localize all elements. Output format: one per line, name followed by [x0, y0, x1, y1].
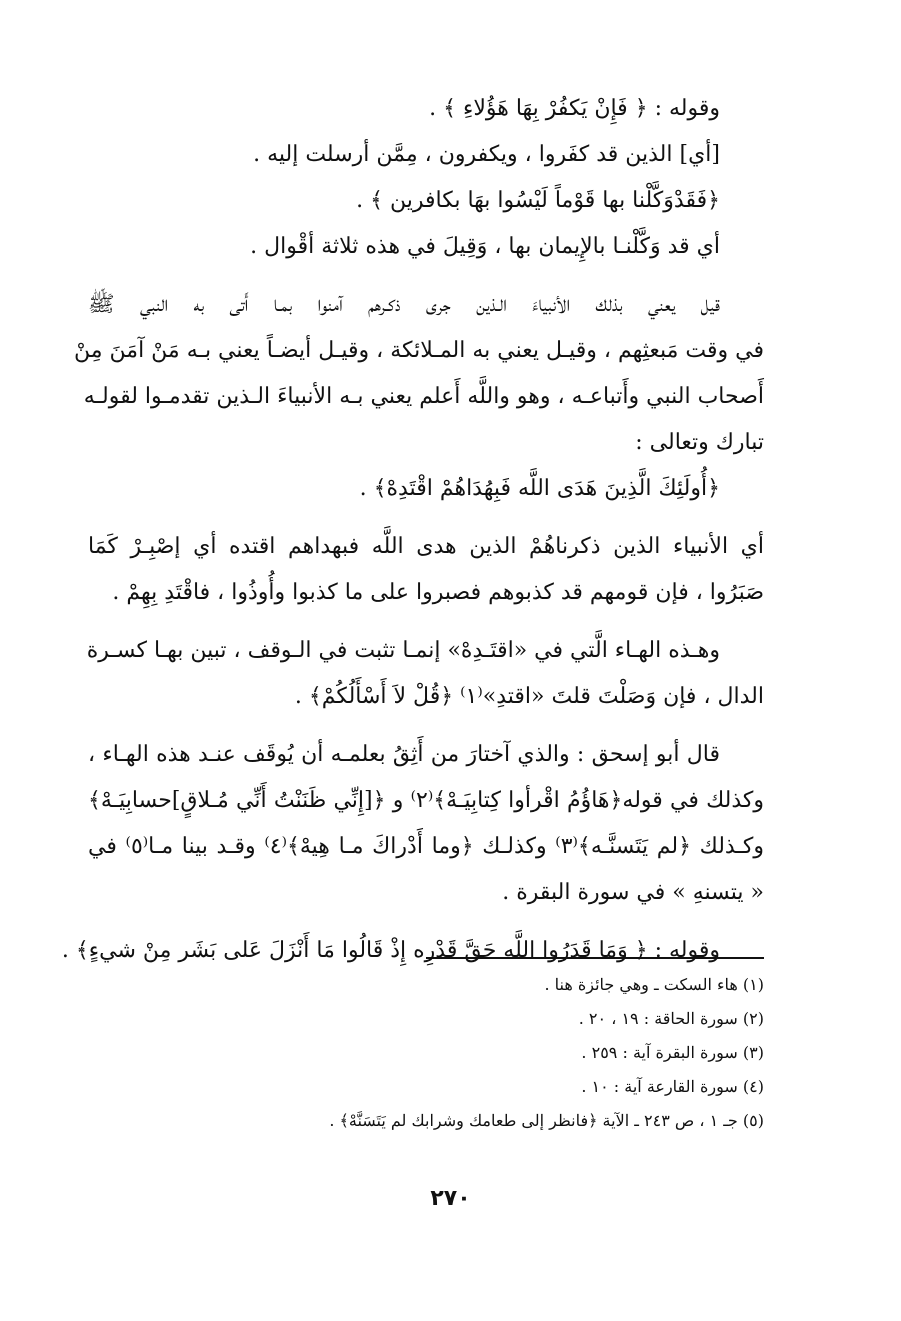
paragraph-3: [88, 524, 764, 616]
text-line: أَصحاب النبي وأَتباعـه ، وهو واللَّه أَعلم يعني بـه الأنبياءَ الـذين تقدمـوا لقولـه: [83, 384, 764, 409]
text-line: قيل يعني بذلك الأنبياءَ الـذين جرى ذكـرهم آمنوا بمـا أَتى به النبي ﷺ: [88, 292, 720, 317]
text-line: تبارك وتعالى :: [635, 430, 764, 455]
paragraph-5: [88, 732, 764, 916]
text-line: أي قد وَكَّلْنـا بالإِيمان بها ، وَقِيلَ في هذه ثلاثة أقْوال .: [250, 234, 720, 259]
text-line: ﴿أُولَئِكَ الَّذِينَ هَدَى اللَّه فَبِهُدَاهُمْ اقْتَدِهْ﴾ .: [359, 476, 720, 501]
footnote-2: (٢) سورة الحاقة : ١٩ ، ٢٠ .: [578, 1009, 764, 1028]
text-line: في وقت مَبعثِهم ، وقيـل يعني به المـلائكة ، وقيـل أيضـاً يعني بـه مَنْ آمَنَ مِنْ: [74, 338, 764, 363]
text-line: ﴿فَقَدْوَكَّلْنا بها قَوْماً لَيْسُوا بهَا بكافرين ﴾ .: [356, 188, 720, 213]
page-number: ٢٧٠: [430, 1186, 471, 1211]
text-line: وكذلك في قوله﴿هَاؤُمُ اقْرأوا كِتابِيَـهْ﴾⁽٢⁾ و ﴿[إِنِّي ظَنَنْتُ أَنِّي مُـلاقٍ]حسابِيَـهْ﴾: [88, 788, 764, 813]
main-text: [61, 86, 764, 974]
footnote-3: (٣) سورة البقرة آية : ٢٥٩ .: [581, 1043, 764, 1062]
footnote-5: (٥) جـ ١ ، ص ٢٤٣ ـ الآية ﴿فانظر إلى طعامك وشرابك لم يَتَسَنَّهْ﴾ .: [329, 1111, 764, 1130]
text-line: وهـذه الهـاء الَّتي في «اقتَـدِهْ» إنمـا تثبت في الـوقف ، تبين بهـا كسـرة: [86, 638, 720, 663]
text-line: الدال ، فإن وَصَلْتَ قلتَ «اقتدِ»⁽١⁾ ﴿قُلْ لاَ أَسْأَلُكُمْ﴾ .: [294, 684, 764, 709]
paragraph-4: [88, 628, 764, 720]
footnote-4: (٤) سورة القارعة آية : ١٠ .: [581, 1077, 764, 1096]
text-line: صَبَرُوا ، فإن قومهم قد كذبوهم فصبروا على ما كذبوا وأُوذُوا ، فاقْتَدِ بِهِمْ .: [112, 580, 764, 605]
paragraph-1: [88, 86, 764, 270]
text-line: « يتسنهِ » في سورة البقرة .: [502, 880, 764, 905]
footnote-1: (١) هاء السكت ـ وهي جائزة هنا .: [544, 975, 764, 994]
footnotes: [329, 968, 764, 1138]
text-line: أي الأنبياء الذين ذكرناهُمْ الذين هدى اللَّه فبهداهم اقتده أي إصْبِـرْ كَمَا: [88, 534, 764, 559]
text-line: قال أبو إسحق : والذي آختارَ من أَثِقُ بعلمـه أن يُوقَف عنـد هذه الهـاء ،: [88, 742, 720, 767]
text-line: وقوله : ﴿ فَإِنْ يَكفُرْ بِهَا هَؤُلاءِ ﴾ .: [429, 96, 720, 121]
text-line: وكـذلك ﴿لم يَتَسنَّـه﴾⁽٣⁾ وكذلـك ﴿وما أَدْراكَ مـا هِيهْ﴾⁽٤⁾ وقـد بينا مـا⁽٥⁾ في: [88, 834, 764, 859]
text-line: وقوله : ﴿ وَمَا قَدَرُوا اللَّه حَقَّ قَدْرِه إِذْ قَالُوا مَا أَنْزَلَ عَلى بَشَر مِنْ شيءٍ﴾ .: [61, 938, 720, 963]
footnote-divider: [426, 957, 764, 959]
text-line: [أي] الذين قد كفَروا ، ويكفرون ، مِمَّن أرسلت إليه .: [253, 142, 720, 167]
paragraph-2: [74, 282, 764, 512]
